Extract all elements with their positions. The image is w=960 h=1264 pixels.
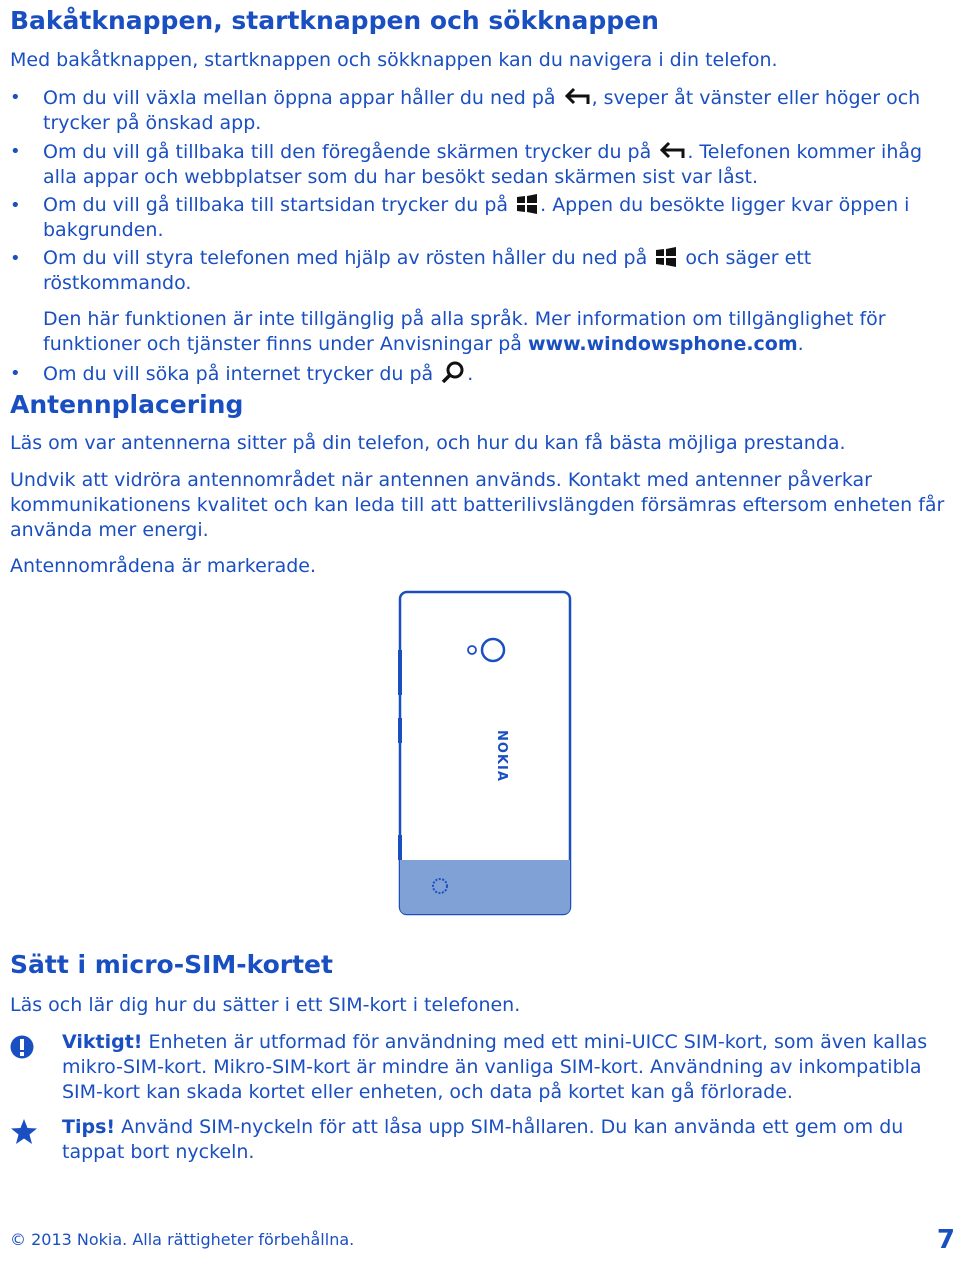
exclamation-icon bbox=[10, 1034, 34, 1060]
phone-back-illustration bbox=[398, 590, 584, 922]
navigation-bullet-list bbox=[10, 85, 960, 387]
antenna-area bbox=[400, 860, 570, 914]
paragraph-antenna-warning: Undvik att vidröra antennområdet när antennen används. Kontakt med antenner påverkar kommunikationens kvalitet och kan leda till att batterilivslängden försämras eftersom enheten får använda mer energi. bbox=[10, 469, 945, 541]
windows-logo-icon bbox=[516, 194, 538, 214]
voice-note: Den här funktionen är inte tillgänglig på alla språk. Mer information om tillgänglighet för funktioner och tjänster finns under Anvisningar på www.windowsphone.com. bbox=[43, 308, 886, 355]
footer-copyright: © 2013 Nokia. Alla rättigheter förbehållna. bbox=[10, 1230, 355, 1249]
tip-text: Använd SIM-nyckeln för att låsa upp SIM-hållaren. Du kan använda ett gem om du tappat bort nyckeln. bbox=[62, 1116, 904, 1163]
paragraph-intro-navigation: Med bakåtknappen, startknappen och sökknappen kan du navigera i din telefon. bbox=[10, 49, 778, 71]
page-number: 7 bbox=[936, 1225, 955, 1255]
bullet-go-back: • Om du vill gå tillbaka till den föregående skärmen trycker du på . Telefonen kommer ihåg alla appar och webbplatser som du har besökt sedan skärmen sist var låst. bbox=[10, 139, 960, 190]
section-heading-sim: Sätt i micro-SIM-kortet bbox=[10, 950, 333, 979]
tip-note bbox=[10, 1115, 960, 1170]
bullet-switch-apps: • Om du vill växla mellan öppna appar håller du ned på , sveper åt vänster eller höger och trycker på önskad app. bbox=[10, 85, 960, 136]
paragraph-sim-intro: Läs och lär dig hur du sätter i ett SIM-kort i telefonen. bbox=[10, 994, 521, 1016]
warning-note bbox=[10, 1030, 960, 1110]
warning-label: Viktigt! bbox=[62, 1031, 143, 1053]
phone-brand-logo: NOKIA bbox=[494, 730, 509, 782]
bullet-search: • Om du vill söka på internet trycker du på . bbox=[10, 361, 960, 387]
paragraph-antenna-marked: Antennområdena är markerade. bbox=[10, 555, 317, 577]
windowsphone-link[interactable]: www.windowsphone.com bbox=[527, 333, 798, 355]
windows-logo-icon bbox=[655, 247, 677, 267]
warning-text: Enheten är utformad för användning med ett mini-UICC SIM-kort, som även kallas mikro-SIM-kort. Mikro-SIM-kort är mindre än vanliga SIM-kort. Användning av inkompatibla SIM-kort kan skada kortet eller enheten, och data på kortet kan gå förlorade. bbox=[62, 1031, 928, 1103]
paragraph-antenna-intro: Läs om var antennerna sitter på din telefon, och hur du kan få bästa möjliga prestanda. bbox=[10, 432, 846, 454]
star-icon bbox=[10, 1118, 38, 1146]
tip-label: Tips! bbox=[62, 1116, 116, 1138]
search-icon bbox=[441, 361, 465, 383]
bullet-voice-control: • Om du vill styra telefonen med hjälp av rösten håller du ned på och säger ett röstkommando. Den här funktionen är inte tillgänglig på alla språk. Mer information om tillgänglighet för funktioner och tjänster finns under Anvisningar på www.windowsphone.com. bbox=[10, 246, 960, 357]
back-arrow-icon bbox=[564, 85, 590, 107]
back-arrow-icon bbox=[659, 139, 685, 161]
phone-back-svg bbox=[398, 590, 584, 918]
bullet-go-start: • Om du vill gå tillbaka till startsidan trycker du på . Appen du besökte ligger kvar öppen i bakgrunden. bbox=[10, 193, 960, 243]
section-heading-navigation-keys: Bakåtknappen, startknappen och sökknappen bbox=[10, 6, 659, 35]
section-heading-antenna: Antennplacering bbox=[10, 390, 244, 419]
